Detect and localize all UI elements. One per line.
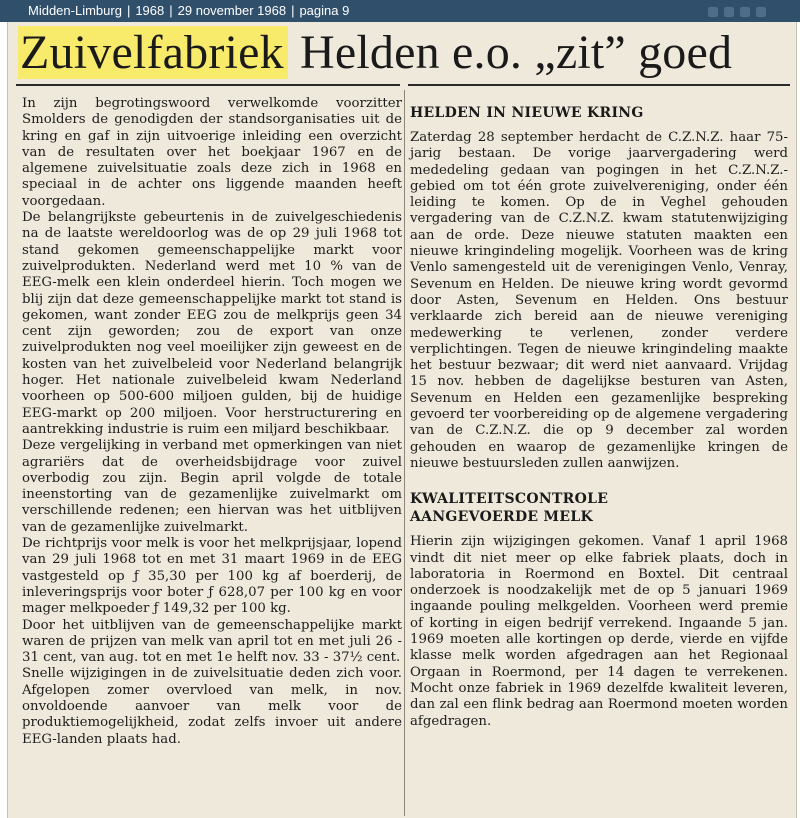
breadcrumb-source[interactable]: Midden-Limburg xyxy=(28,3,122,18)
newspaper-clipping xyxy=(7,22,797,818)
breadcrumb xyxy=(28,0,349,22)
headline-rule xyxy=(408,84,790,86)
tool-icon[interactable] xyxy=(740,7,750,17)
paragraph: De belangrijkste gebeurtenis in de zuivelgeschiedenis na de laatste wereldoorlog was de op 29 juli 1968 tot stand gekomen gemeenschappelijke markt voor zuivelprodukten. Nederland werd met 10 % van de EEG-melk een klein onderdeel hierin. Toch mogen we blij zijn dat deze gemeenschappelijke markt tot stand is gekomen, want zonder EEG zou de melkprijs geen 34 cent zijn geworden; zou de export van onze zuivelprodukten nog veel moeilijker zijn geweest en de kosten van het zuivelbeleid voor Nederland belangrijk hoger. Het nationale zuivelbeleid kwam Nederland voorheen op 500-600 miljoen gulden, bij de huidige EEG-markt op 200 miljoen. Voor herstructurering en aantrekking industrie is ruim een miljard beschikbaar. xyxy=(22,210,402,437)
paragraph: Snelle wijzigingen in de zuivelsituatie deden zich voor. Afgelopen zomer overvloed van melk, in nov. onvoldoende aanvoer van melk voor de produktiemogelijkheid, zodat zelfs invoer uit andere EEG-landen plaats had. xyxy=(22,666,402,747)
paragraph: Zaterdag 28 september herdacht de C.Z.N.Z. haar 75-jarig bestaan. De vorige jaarvergadering werd mededeling gedaan van pogingen in het C.Z.N.Z.-gebied om tot één grote zuivelvereniging, onder één leiding te komen. Op de in Veghel gehouden vergadering van de C.Z.N.Z. kwam statutenwijziging aan de orde. Deze nieuwe statuten maakten een nieuwe kringindeling mogelijk. Voorheen was de kring Venlo samengesteld uit de verenigingen Venlo, Venray, Sevenum en Helden. De nieuwe kring wordt gevormd door Asten, Sevenum en Helden. Ons bestuur verklaarde zich bereid aan de nieuwe vereniging medewerking te verlenen, zonder verdere verplichtingen. Tegen de nieuwe kringindeling maakte het bestuur bezwaar; dit werd niet aanvaard. Vrijdag 15 nov. hebben de dagelijkse besturen van Asten, Sevenum en Helden een gezamenlijke bespreking gevoerd ter voorbereiding op de algemene vergadering van de C.Z.N.Z. die op 9 december zal worden gehouden en waarop de gezamenlijke kringen de nieuwe bestuursleden zullen aanwijzen. xyxy=(410,130,788,471)
section-heading: HELDEN IN NIEUWE KRING xyxy=(410,105,644,121)
search-highlight: Zuivelfabriek xyxy=(18,26,288,79)
section-heading: AANGEVOERDE MELK xyxy=(410,509,593,526)
breadcrumb-page[interactable]: pagina 9 xyxy=(299,3,350,18)
tool-icon[interactable] xyxy=(724,7,734,17)
paragraph: In zijn begrotingswoord verwelkomde voorzitter Smolders de genodigden der standsorganisaties uit de kring en gaf in zijn uitvoerige inleiding een overzicht van de resultaten over het boekjaar 1967 en de algemene zuivelsituatie zoals deze zich in 1968 en speciaal in de achter ons liggende maanden heeft voorgedaan. xyxy=(22,96,402,209)
breadcrumb-separator: | xyxy=(291,3,295,18)
toolbar-icons xyxy=(702,2,792,18)
paragraph: De richtprijs voor melk is voor het melkprijsjaar, lopend van 29 juli 1968 tot en met 31 maart 1969 in de EEG vastgesteld op ƒ 35,30 per 100 kg af boerderij, de inleveringsprijs voor boter ƒ 628,07 per 100 kg en voor mager melkpoeder ƒ 149,32 per 100 kg. xyxy=(22,536,402,617)
breadcrumb-year[interactable]: 1968 xyxy=(135,3,165,18)
tool-icon[interactable] xyxy=(708,7,718,17)
left-column xyxy=(22,96,402,748)
article-headline xyxy=(18,26,793,80)
breadcrumb-separator: | xyxy=(169,3,173,18)
breadcrumb-separator: | xyxy=(126,3,131,18)
column-divider xyxy=(404,90,405,816)
paragraph: Door het uitblijven van de gemeenschappelijke markt waren de prijzen van melk van april tot en met juli 26 - 31 cent, van aug. tot en met 1e helft nov. 33 - 37½ cent. xyxy=(22,617,402,666)
paragraph: Deze vergelijking in verband met opmerkingen van niet agrariërs dat de overheidsbijdrage voor zuivel overbodig zou zijn. Begin april volgde de totale ineenstorting van de gezamenlijke zuivelmarkt om verschillende redenen; een hiervan was het uitblijven van de gezamenlijke zuivelmarkt. xyxy=(22,438,402,535)
headline-rule xyxy=(16,84,400,86)
right-column xyxy=(410,104,788,730)
breadcrumb-date[interactable]: 29 november 1968 xyxy=(177,3,287,18)
section-heading: KWALITEITSCONTROLE xyxy=(410,491,609,508)
top-bar xyxy=(0,0,800,22)
tool-icon[interactable] xyxy=(756,7,766,17)
paragraph: Hierin zijn wijzigingen gekomen. Vanaf 1 april 1968 vindt dit niet meer op elke fabriek plaats, doch in laboratoria in Roermond en Boxtel. Dit centraal onderzoek is noodzakelijk met de op 5 januari 1969 ingaande pouling melkgelden. Voorheen werd premie of korting in eigen bedrijf verrekend. Ingaande 5 jan. 1969 moeten alle kortingen op derde, vierde en vijfde klasse melk worden afgedragen aan het Regionaal Orgaan in Roermond, per 14 dagen te verrekenen. Mocht onze fabriek in 1969 dezelfde kwaliteit leveren, dan zal een flink bedrag aan Roermond moeten worden afgedragen. xyxy=(410,534,788,729)
headline-rest: Helden e.o. „zit” goed xyxy=(287,26,733,79)
